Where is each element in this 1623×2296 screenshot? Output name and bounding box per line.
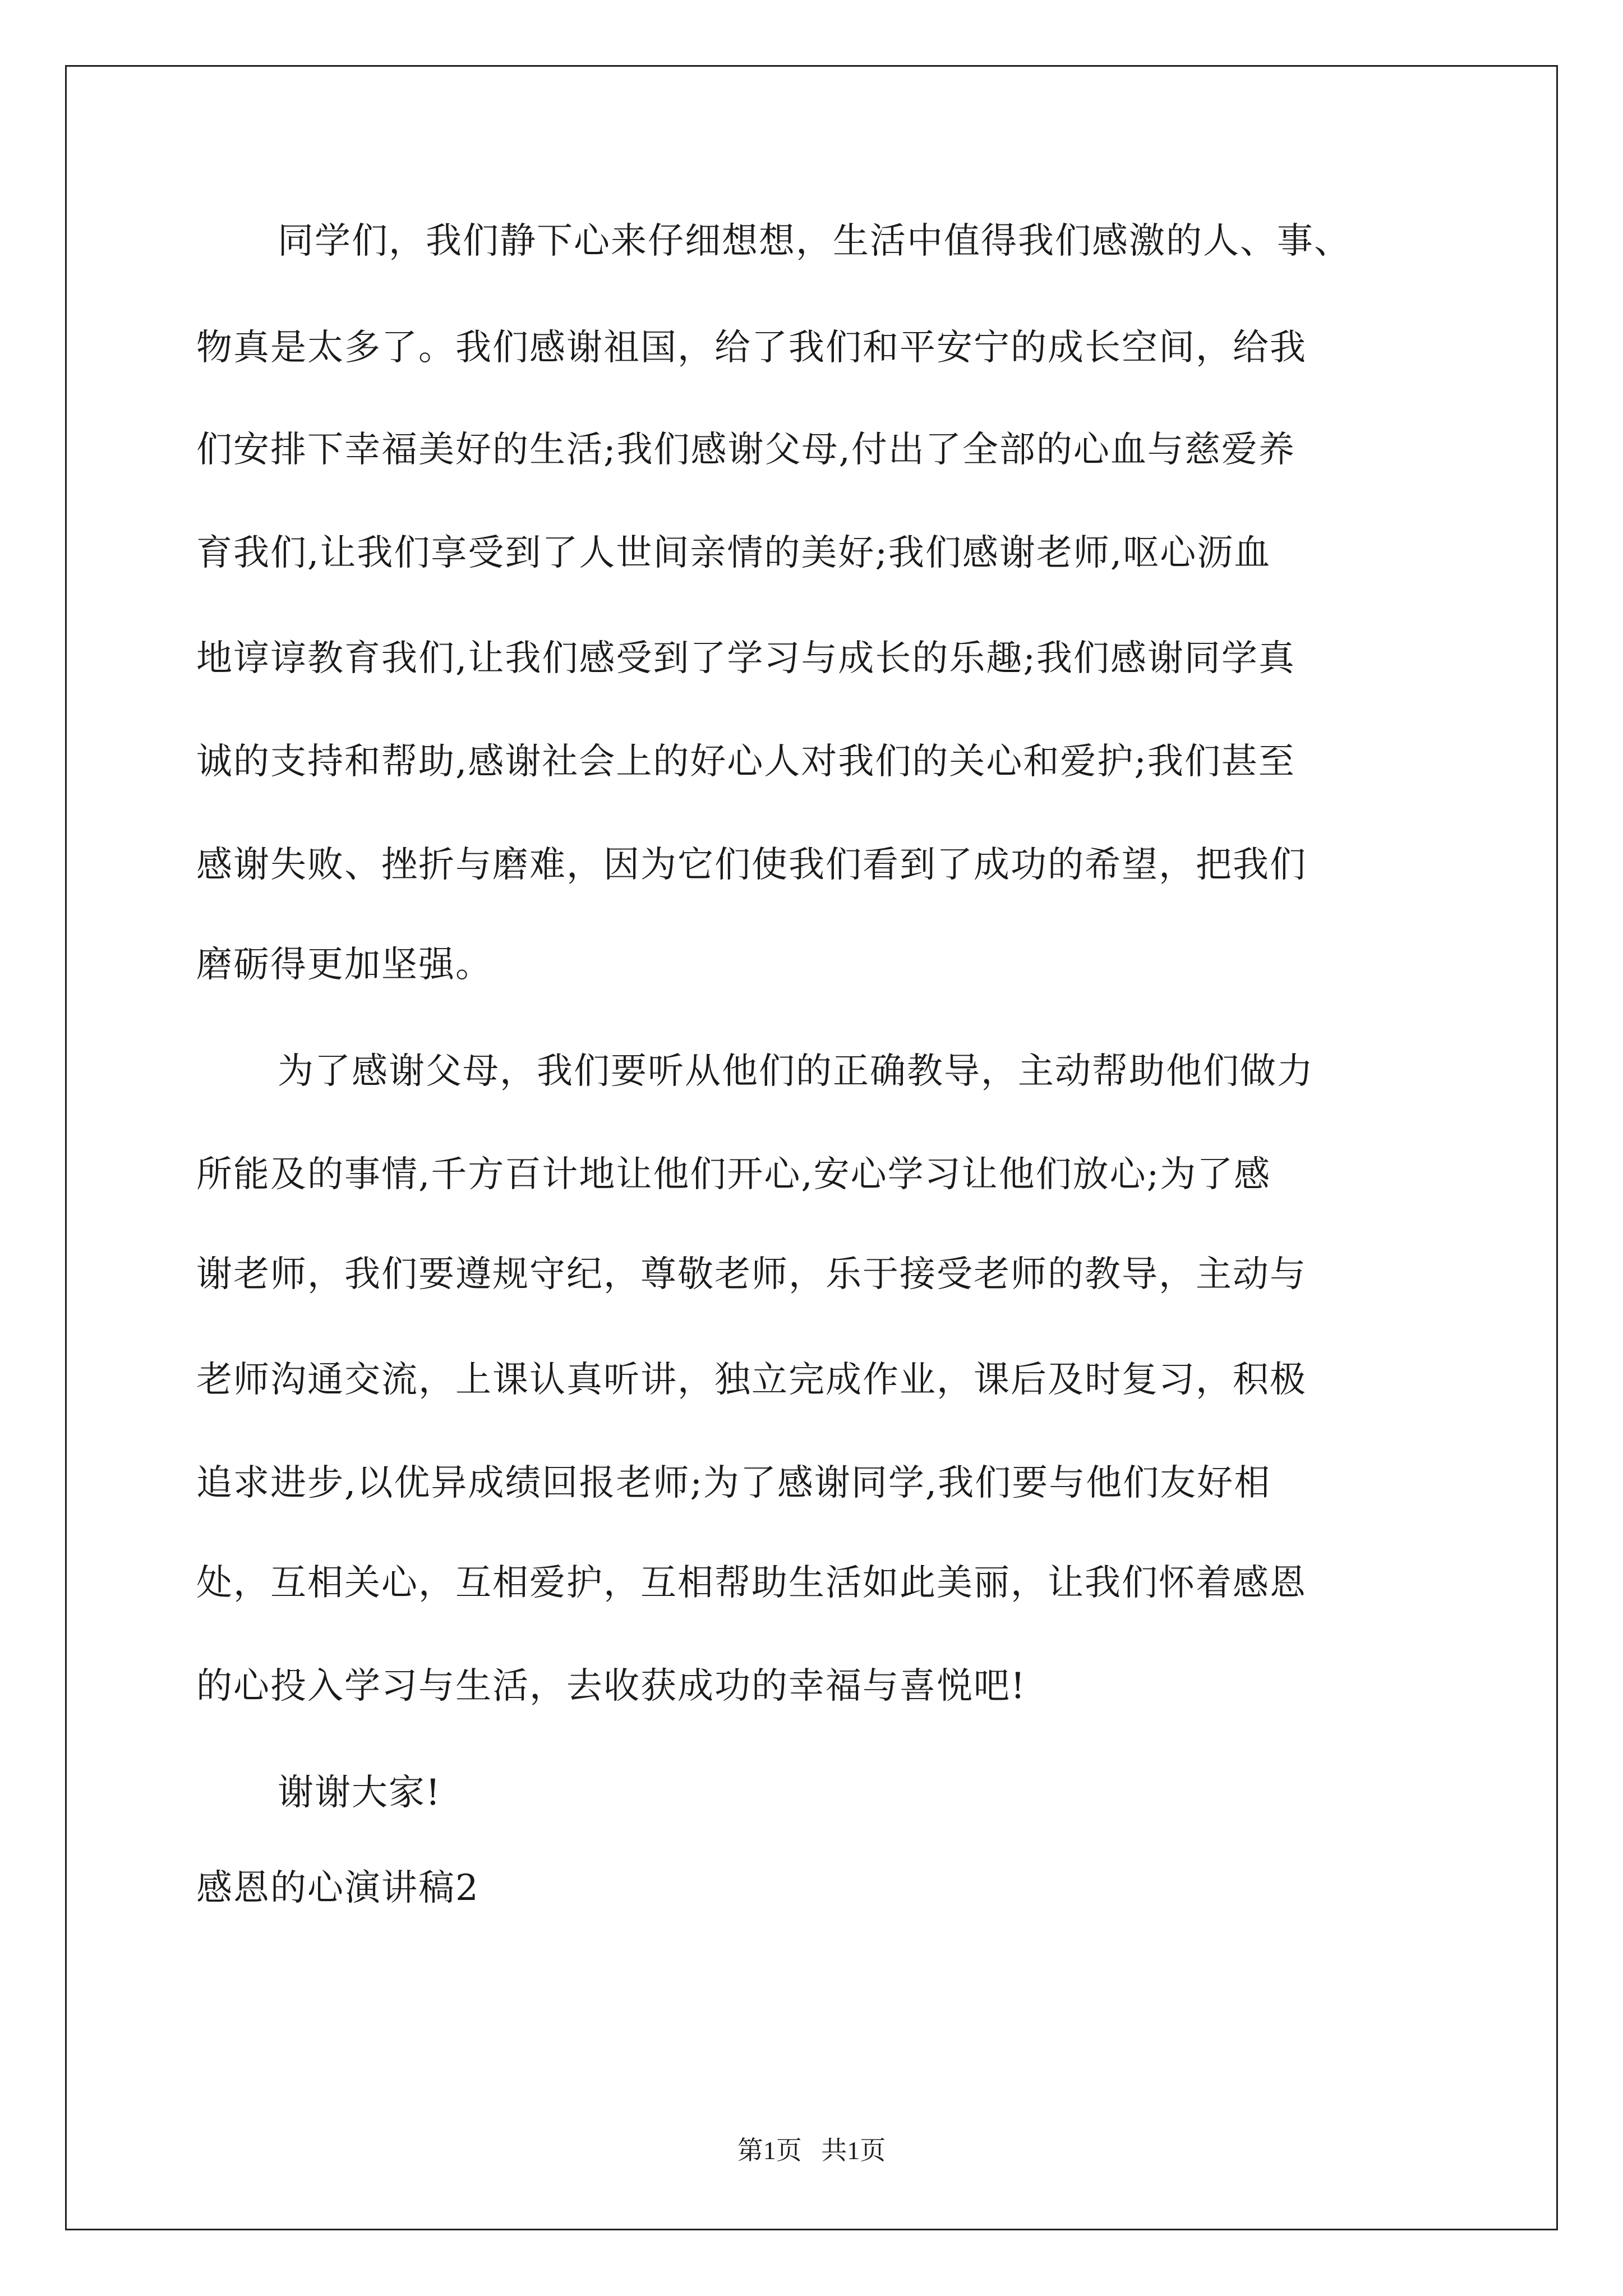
text-line: 磨砺得更加坚强。 [196, 944, 492, 986]
text-line: 老师沟通交流，上课认真听讲，独立完成作业，课后及时复习，积极 [196, 1359, 1307, 1401]
text-line: 们安排下幸福美好的生活;我们感谢父母,付出了全部的心血与慈爱养 [196, 429, 1295, 471]
text-line: 地谆谆教育我们,让我们感受到了学习与成长的乐趣;我们感谢同学真 [196, 638, 1295, 679]
page-footer [0, 2134, 1623, 2168]
text-line: 追求进步,以优异成绩回报老师;为了感谢同学,我们要与他们友好相 [196, 1462, 1271, 1504]
section-heading: 感恩的心演讲稿2 [196, 1867, 479, 1909]
text-line: 所能及的事情,千方百计地让他们开心,安心学习让他们放心;为了感 [196, 1154, 1271, 1195]
text-line: 诚的支持和帮助,感谢社会上的好心人对我们的关心和爱护;我们甚至 [196, 741, 1295, 783]
text-line: 谢谢大家! [278, 1772, 441, 1814]
text-line: 的心投入学习与生活，去收获成功的幸福与喜悦吧! [196, 1665, 1026, 1707]
text-line: 同学们，我们静下心来仔细想想，生活中值得我们感激的人、事、 [278, 220, 1351, 262]
text-line: 物真是太多了。我们感谢祖国，给了我们和平安宁的成长空间，给我 [196, 327, 1307, 369]
text-line: 谢老师，我们要遵规守纪，尊敬老师，乐于接受老师的教导，主动与 [196, 1254, 1307, 1295]
page-number-label: 第1页 共1页 [737, 2136, 886, 2165]
text-line: 感谢失败、挫折与磨难，因为它们使我们看到了成功的希望，把我们 [196, 844, 1307, 886]
text-line: 处，互相关心，互相爱护，互相帮助生活如此美丽，让我们怀着感恩 [196, 1562, 1307, 1604]
text-line: 为了感谢父母，我们要听从他们的正确教导，主动帮助他们做力 [278, 1051, 1314, 1092]
text-line: 育我们,让我们享受到了人世间亲情的美好;我们感谢老师,呕心沥血 [196, 532, 1271, 574]
